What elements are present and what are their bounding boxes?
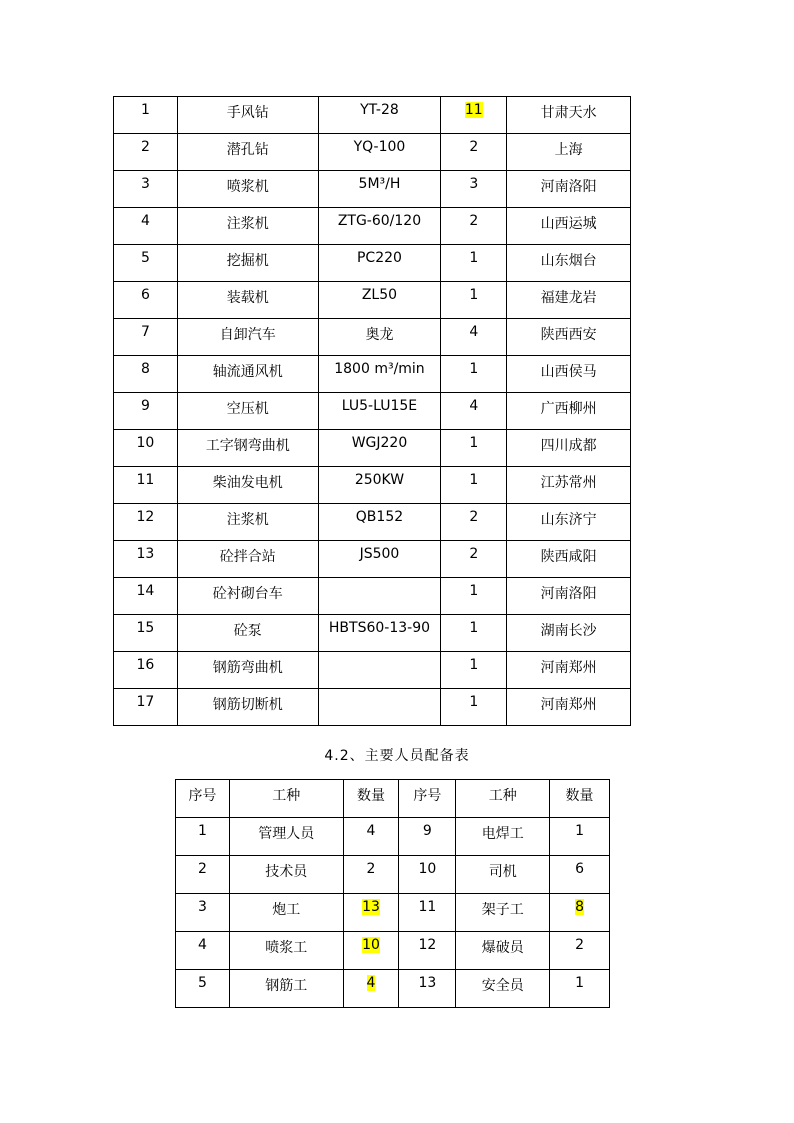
equipment-origin-cell-text: 江苏常州	[540, 475, 597, 491]
staff-quantity-cell	[550, 856, 610, 894]
equipment-model-cell-text: 250KW	[354, 472, 405, 488]
equipment-origin-cell	[507, 282, 631, 319]
row-number-cell-text: 6	[140, 287, 150, 303]
equipment-model-cell	[318, 245, 441, 282]
table-row	[176, 818, 610, 856]
staff-number-cell	[176, 818, 230, 856]
equipment-quantity-cell	[441, 467, 507, 504]
equipment-name-cell	[177, 356, 318, 393]
equipment-origin-cell	[507, 97, 631, 134]
staff-quantity-cell-text: 4	[366, 823, 376, 839]
equipment-name-cell-text: 自卸汽车	[219, 327, 276, 343]
row-number-cell	[114, 171, 178, 208]
row-number-cell-text: 1	[140, 102, 150, 118]
column-header	[343, 780, 399, 818]
staff-quantity-cell	[343, 856, 399, 894]
row-number-cell-text: 14	[136, 583, 155, 599]
equipment-quantity-cell-text: 1	[469, 250, 479, 266]
table-row	[176, 932, 610, 970]
staff-job-cell	[229, 818, 343, 856]
equipment-quantity-cell-text: 1	[469, 657, 479, 673]
staff-quantity-cell	[550, 818, 610, 856]
equipment-model-cell-text: JS500	[359, 546, 400, 562]
equipment-name-cell-text: 砼泵	[233, 623, 262, 639]
equipment-quantity-cell	[441, 689, 507, 726]
equipment-quantity-cell	[441, 134, 507, 171]
equipment-table-body	[114, 97, 631, 726]
equipment-quantity-cell-text: 2	[469, 546, 479, 562]
table-row	[114, 578, 631, 615]
equipment-model-cell	[318, 282, 441, 319]
equipment-name-cell-text: 装载机	[226, 290, 269, 306]
staff-quantity-cell	[343, 932, 399, 970]
staff-number-cell	[399, 932, 456, 970]
equipment-quantity-cell	[441, 319, 507, 356]
staff-job-cell	[456, 894, 550, 932]
table-row	[176, 856, 610, 894]
staff-number-cell-text: 10	[418, 861, 437, 877]
table-row	[114, 430, 631, 467]
equipment-name-cell	[177, 504, 318, 541]
equipment-origin-cell-text: 河南郑州	[540, 660, 597, 676]
equipment-quantity-cell-text: 4	[469, 398, 479, 414]
equipment-name-cell	[177, 208, 318, 245]
column-header-text: 序号	[413, 788, 442, 804]
row-number-cell-text: 3	[140, 176, 150, 192]
row-number-cell-text: 4	[140, 213, 150, 229]
table-header-row	[176, 780, 610, 818]
row-number-cell-text: 7	[140, 324, 150, 340]
row-number-cell	[114, 134, 178, 171]
staff-quantity-cell-text: 1	[575, 975, 584, 991]
equipment-model-cell	[318, 171, 441, 208]
equipment-model-cell-text: WGJ220	[351, 435, 408, 451]
table-row	[114, 97, 631, 134]
equipment-origin-cell-text: 福建龙岩	[540, 290, 597, 306]
equipment-quantity-cell	[441, 97, 507, 134]
equipment-model-cell	[318, 578, 441, 615]
column-header-text: 工种	[272, 788, 301, 804]
row-number-cell	[114, 615, 178, 652]
staff-job-cell-text: 爆破员	[481, 940, 524, 956]
row-number-cell-text: 5	[140, 250, 150, 266]
equipment-origin-cell-text: 河南郑州	[540, 697, 597, 713]
staff-job-cell	[456, 970, 550, 1008]
equipment-model-cell-text: PC220	[356, 250, 402, 266]
staff-number-cell	[399, 856, 456, 894]
equipment-origin-cell	[507, 615, 631, 652]
table-row	[114, 652, 631, 689]
equipment-name-cell-text: 喷浆机	[226, 179, 269, 195]
staff-table-caption: 4.2、主要人员配备表	[324, 748, 470, 764]
equipment-quantity-cell-text: 2	[469, 213, 479, 229]
equipment-name-cell	[177, 652, 318, 689]
staff-table-body	[176, 780, 610, 1008]
equipment-name-cell-text: 柴油发电机	[212, 475, 283, 491]
equipment-quantity-cell	[441, 245, 507, 282]
column-header-text: 数量	[357, 788, 386, 804]
equipment-origin-cell-text: 山西侯马	[540, 364, 597, 380]
staff-job-cell-text: 管理人员	[258, 826, 315, 842]
equipment-model-cell-text: 1800 m³/min	[334, 361, 425, 377]
equipment-quantity-cell-text: 1	[469, 361, 479, 377]
row-number-cell	[114, 541, 178, 578]
equipment-origin-cell	[507, 134, 631, 171]
staff-quantity-cell-text: 6	[575, 861, 584, 877]
staff-number-cell-text: 13	[418, 975, 437, 991]
column-header	[399, 780, 456, 818]
table-row	[114, 689, 631, 726]
staff-job-cell-text: 喷浆工	[265, 940, 308, 956]
equipment-origin-cell-text: 四川成都	[540, 438, 597, 454]
equipment-model-cell-text: HBTS60-13-90	[328, 620, 431, 636]
equipment-origin-cell-text: 广西柳州	[540, 401, 597, 417]
staff-number-cell-text: 12	[418, 937, 437, 953]
row-number-cell	[114, 652, 178, 689]
row-number-cell	[114, 393, 178, 430]
equipment-quantity-cell-text: 2	[469, 139, 479, 155]
equipment-origin-cell-text: 山西运城	[540, 216, 597, 232]
row-number-cell	[114, 245, 178, 282]
equipment-name-cell	[177, 689, 318, 726]
staff-job-cell-text: 架子工	[481, 902, 524, 918]
staff-quantity-cell-text: 2	[575, 937, 584, 953]
staff-job-cell-text: 司机	[488, 864, 517, 880]
staff-number-cell-text: 2	[197, 861, 207, 877]
column-header	[176, 780, 230, 818]
table-row	[114, 282, 631, 319]
equipment-origin-cell	[507, 208, 631, 245]
staff-job-cell-text: 钢筋工	[265, 978, 308, 994]
staff-quantity-cell-text: 8	[575, 899, 584, 915]
equipment-origin-cell-text: 河南洛阳	[540, 586, 597, 602]
equipment-model-cell-text: LU5-LU15E	[341, 398, 418, 414]
equipment-name-cell-text: 砼衬砌台车	[212, 586, 283, 602]
row-number-cell	[114, 467, 178, 504]
equipment-origin-cell-text: 陕西西安	[540, 327, 597, 343]
row-number-cell-text: 12	[136, 509, 155, 525]
staff-number-cell	[176, 970, 230, 1008]
row-number-cell-text: 13	[136, 546, 155, 562]
equipment-quantity-cell	[441, 356, 507, 393]
row-number-cell	[114, 504, 178, 541]
equipment-origin-cell	[507, 319, 631, 356]
equipment-model-cell-text: ZTG-60/120	[337, 213, 422, 229]
row-number-cell-text: 15	[136, 620, 155, 636]
equipment-origin-cell	[507, 171, 631, 208]
equipment-quantity-cell-text: 1	[469, 694, 479, 710]
equipment-quantity-cell	[441, 430, 507, 467]
table-row	[114, 467, 631, 504]
row-number-cell	[114, 319, 178, 356]
staff-job-cell	[229, 894, 343, 932]
table-row	[114, 615, 631, 652]
row-number-cell-text: 9	[140, 398, 150, 414]
equipment-name-cell-text: 空压机	[226, 401, 269, 417]
staff-job-cell-text: 安全员	[481, 978, 524, 994]
row-number-cell-text: 2	[140, 139, 150, 155]
equipment-model-cell	[318, 319, 441, 356]
staff-number-cell-text: 4	[197, 937, 207, 953]
equipment-quantity-cell-text: 1	[469, 287, 479, 303]
equipment-model-cell	[318, 97, 441, 134]
table-row	[114, 171, 631, 208]
staff-number-cell-text: 9	[422, 823, 432, 839]
row-number-cell	[114, 430, 178, 467]
row-number-cell	[114, 208, 178, 245]
equipment-model-cell	[318, 393, 441, 430]
equipment-quantity-cell-text: 1	[469, 472, 479, 488]
equipment-name-cell	[177, 282, 318, 319]
equipment-model-cell	[318, 652, 441, 689]
equipment-origin-cell	[507, 689, 631, 726]
equipment-name-cell	[177, 430, 318, 467]
table-row	[114, 541, 631, 578]
staff-job-cell	[456, 856, 550, 894]
equipment-name-cell	[177, 245, 318, 282]
staff-number-cell	[399, 894, 456, 932]
equipment-name-cell-text: 钢筋切断机	[212, 697, 283, 713]
staff-quantity-cell	[343, 894, 399, 932]
equipment-quantity-cell-text: 1	[469, 583, 479, 599]
staff-number-cell-text: 5	[197, 975, 207, 991]
equipment-name-cell	[177, 615, 318, 652]
equipment-model-cell-text: YQ-100	[353, 139, 406, 155]
staff-number-cell	[176, 894, 230, 932]
equipment-quantity-cell-text: 11	[464, 102, 483, 118]
equipment-origin-cell	[507, 541, 631, 578]
equipment-quantity-cell-text: 3	[469, 176, 479, 192]
equipment-name-cell	[177, 97, 318, 134]
staff-quantity-cell-text: 2	[366, 861, 376, 877]
equipment-model-cell	[318, 134, 441, 171]
table-row	[114, 245, 631, 282]
table-row	[176, 894, 610, 932]
staff-quantity-cell-text: 10	[362, 937, 380, 953]
staff-number-cell-text: 1	[197, 823, 207, 839]
staff-quantity-cell-text: 1	[575, 823, 584, 839]
column-header-text: 工种	[488, 788, 517, 804]
equipment-name-cell-text: 轴流通风机	[212, 364, 283, 380]
equipment-origin-cell	[507, 430, 631, 467]
equipment-origin-cell-text: 陕西咸阳	[540, 549, 597, 565]
table-row	[114, 504, 631, 541]
staff-quantity-cell	[550, 970, 610, 1008]
equipment-name-cell	[177, 319, 318, 356]
equipment-quantity-cell	[441, 652, 507, 689]
equipment-quantity-cell	[441, 504, 507, 541]
equipment-quantity-cell-text: 2	[469, 509, 479, 525]
equipment-origin-cell-text: 甘肃天水	[540, 105, 597, 121]
equipment-quantity-cell	[441, 208, 507, 245]
equipment-name-cell	[177, 541, 318, 578]
equipment-quantity-cell	[441, 578, 507, 615]
staff-job-cell-text: 电焊工	[481, 826, 524, 842]
equipment-quantity-cell-text: 1	[469, 435, 479, 451]
row-number-cell-text: 17	[136, 694, 155, 710]
equipment-quantity-cell	[441, 282, 507, 319]
equipment-name-cell-text: 手风钻	[226, 105, 269, 121]
equipment-name-cell-text: 注浆机	[226, 512, 269, 528]
staff-quantity-cell-text: 4	[366, 975, 376, 991]
equipment-name-cell-text: 钢筋弯曲机	[212, 660, 283, 676]
row-number-cell	[114, 282, 178, 319]
staff-job-cell	[229, 932, 343, 970]
staff-number-cell	[399, 970, 456, 1008]
table-row	[114, 393, 631, 430]
column-header-text: 数量	[565, 788, 594, 804]
equipment-quantity-cell	[441, 615, 507, 652]
equipment-model-cell	[318, 467, 441, 504]
table-row	[176, 970, 610, 1008]
staff-quantity-cell	[343, 818, 399, 856]
equipment-table	[113, 96, 631, 726]
equipment-model-cell	[318, 356, 441, 393]
table-row	[114, 356, 631, 393]
equipment-name-cell-text: 潜孔钻	[226, 142, 269, 158]
staff-job-cell	[229, 856, 343, 894]
staff-quantity-cell	[343, 970, 399, 1008]
equipment-origin-cell	[507, 393, 631, 430]
equipment-model-cell-text: 5M³/H	[358, 176, 401, 192]
equipment-model-cell	[318, 541, 441, 578]
equipment-origin-cell-text: 湖南长沙	[540, 623, 597, 639]
equipment-model-cell	[318, 504, 441, 541]
equipment-model-cell-text: ZL50	[361, 287, 398, 303]
equipment-model-cell	[318, 689, 441, 726]
equipment-model-cell	[318, 208, 441, 245]
equipment-quantity-cell-text: 1	[469, 620, 479, 636]
row-number-cell	[114, 97, 178, 134]
equipment-origin-cell	[507, 504, 631, 541]
row-number-cell-text: 8	[140, 361, 150, 377]
staff-number-cell	[399, 818, 456, 856]
table-row	[114, 319, 631, 356]
column-header	[550, 780, 610, 818]
equipment-name-cell-text: 注浆机	[226, 216, 269, 232]
column-header-text: 序号	[188, 788, 217, 804]
column-header	[456, 780, 550, 818]
equipment-origin-cell	[507, 578, 631, 615]
staff-number-cell	[176, 856, 230, 894]
equipment-origin-cell-text: 上海	[554, 142, 583, 158]
equipment-quantity-cell	[441, 393, 507, 430]
equipment-origin-cell-text: 河南洛阳	[540, 179, 597, 195]
equipment-name-cell-text: 工字钢弯曲机	[205, 438, 290, 454]
staff-job-cell	[456, 932, 550, 970]
row-number-cell	[114, 356, 178, 393]
staff-table	[175, 779, 610, 1008]
staff-job-cell-text: 技术员	[265, 864, 308, 880]
staff-quantity-cell	[550, 894, 610, 932]
equipment-name-cell	[177, 393, 318, 430]
equipment-origin-cell	[507, 245, 631, 282]
equipment-quantity-cell	[441, 541, 507, 578]
row-number-cell-text: 10	[136, 435, 155, 451]
table-row	[114, 208, 631, 245]
staff-quantity-cell	[550, 932, 610, 970]
column-header	[229, 780, 343, 818]
row-number-cell-text: 16	[136, 657, 155, 673]
equipment-origin-cell-text: 山东烟台	[540, 253, 597, 269]
equipment-model-cell-text: 奥龙	[365, 327, 394, 343]
staff-number-cell-text: 3	[197, 899, 207, 915]
staff-number-cell	[176, 932, 230, 970]
staff-job-cell-text: 炮工	[272, 902, 301, 918]
equipment-name-cell	[177, 467, 318, 504]
equipment-quantity-cell-text: 4	[469, 324, 479, 340]
equipment-origin-cell	[507, 467, 631, 504]
equipment-name-cell	[177, 171, 318, 208]
equipment-model-cell-text: QB152	[355, 509, 404, 525]
equipment-quantity-cell	[441, 171, 507, 208]
equipment-name-cell-text: 挖掘机	[226, 253, 269, 269]
equipment-model-cell-text: YT-28	[360, 102, 399, 118]
equipment-origin-cell	[507, 652, 631, 689]
row-number-cell	[114, 578, 178, 615]
equipment-name-cell-text: 砼拌合站	[219, 549, 276, 565]
equipment-origin-cell	[507, 356, 631, 393]
equipment-name-cell	[177, 578, 318, 615]
row-number-cell	[114, 689, 178, 726]
table-row	[114, 134, 631, 171]
staff-job-cell	[229, 970, 343, 1008]
equipment-model-cell	[318, 430, 441, 467]
row-number-cell-text: 11	[136, 472, 155, 488]
equipment-name-cell	[177, 134, 318, 171]
staff-number-cell-text: 11	[418, 899, 437, 915]
equipment-origin-cell-text: 山东济宁	[540, 512, 597, 528]
staff-quantity-cell-text: 13	[362, 899, 380, 915]
equipment-model-cell	[318, 615, 441, 652]
staff-job-cell	[456, 818, 550, 856]
